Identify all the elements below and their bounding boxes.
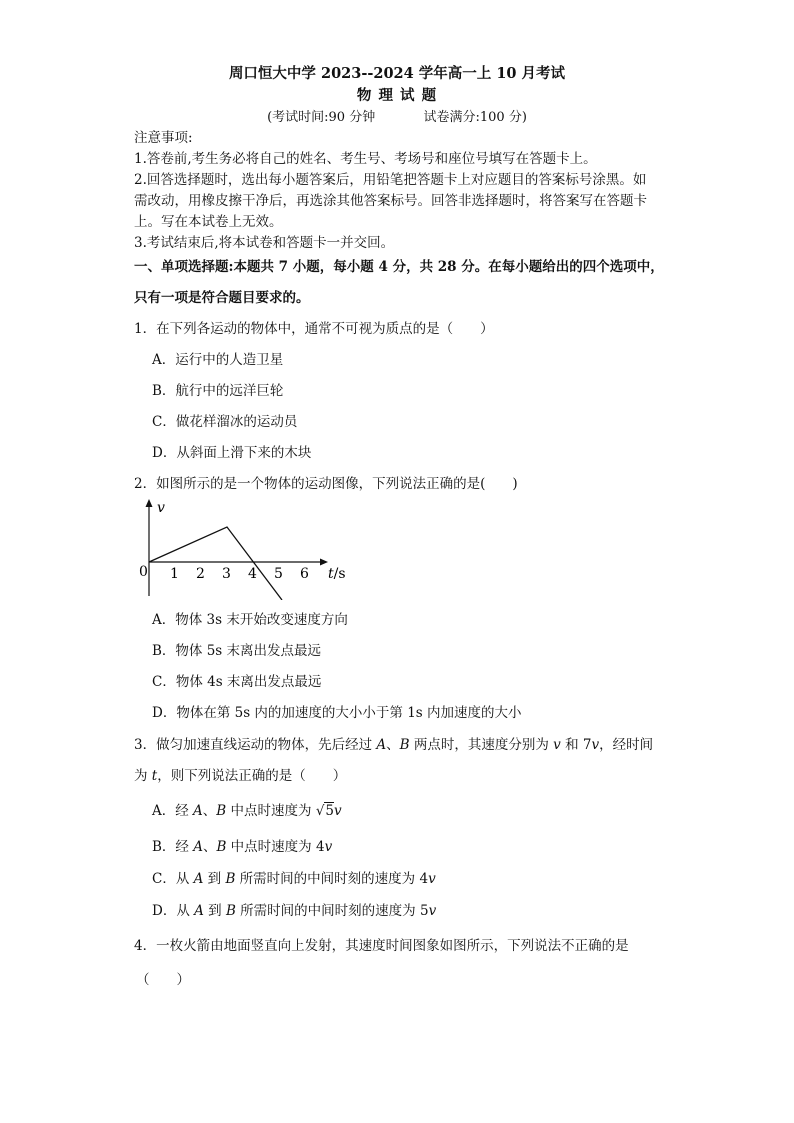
point-a: A [194, 903, 204, 919]
q3-stem-line-1 [134, 733, 653, 753]
var-v: v [428, 903, 437, 919]
point-a: A [193, 803, 203, 819]
q3-stem-text: ，经时间 [599, 737, 654, 753]
q3-stem-text: 和 7 [560, 737, 592, 753]
q3-stem-text: 3．做匀加速直线运动的物体，先后经过 [134, 737, 377, 753]
tick-label-2: 2 [196, 566, 205, 582]
sqrt-symbol: √5 [315, 803, 335, 819]
var-v: v [324, 839, 333, 855]
point-a: A [193, 871, 204, 887]
note-item-1: 1.答卷前,考生务必将自己的姓名、考生号、考场号和座位号填写在答题卡上。 [134, 151, 597, 167]
q1-option-a: A．运行中的人造卫星 [152, 352, 284, 368]
option-text: 所需时间的中间时刻的速度为 5 [235, 903, 429, 919]
tick-label-1: 1 [170, 566, 179, 582]
var-t: t [151, 768, 158, 784]
q3-stem-text: 为 [134, 768, 152, 784]
option-text: C．从 [152, 871, 194, 887]
q2-option-a: A．物体 3s 末开始改变速度方向 [152, 612, 348, 628]
q3-stem-text: 两点时，其速度分别为 [409, 737, 554, 753]
q2-stem: 2．如图所示的是一个物体的运动图像，下列说法正确的是( ) [134, 476, 518, 492]
option-text: 所需时间的中间时刻的速度为 4 [235, 871, 429, 887]
origin-label: 0 [139, 564, 148, 580]
q3-stem-text: ，则下列说法正确的是（ ） [157, 768, 347, 784]
tick-label-3: 3 [222, 566, 231, 582]
q2-option-c: C．物体 4s 末离出发点最远 [152, 674, 322, 690]
q1-option-b: B．航行中的远洋巨轮 [152, 383, 284, 399]
q4-answer-paren: （ ） [136, 972, 190, 988]
point-b: B [399, 737, 410, 753]
option-text: B．经 [152, 839, 194, 855]
notes-heading: 注意事项: [134, 130, 193, 146]
separator: 、 [202, 839, 217, 855]
q4-stem: 4．一枚火箭由地面竖直向上发射，其速度时间图象如图所示，下列说法不正确的是 [134, 938, 629, 954]
velocity-time-graph [128, 496, 358, 600]
var-v: v [553, 737, 561, 753]
exam-subject: 物 理 试 题 [356, 87, 438, 104]
option-text: A．经 [152, 803, 194, 819]
note-item-3: 3.考试结束后,将本试卷和答题卡一并交回。 [134, 235, 395, 251]
q3-option-b [152, 835, 332, 855]
note-item-2-line-3: 上。写在本试卷上无效。 [134, 214, 283, 230]
exam-title: 周口恒大中学 2023--2024 学年高一上 10 月考试 [228, 65, 566, 82]
x-axis-label [328, 566, 346, 582]
note-item-2-line-2: 需改动，用橡皮擦干净后，再选涂其他答案标号。回答非选择题时，将答案写在答题卡 [134, 193, 647, 209]
y-axis-arrow [146, 499, 153, 507]
q1-option-c: C．做花样溜冰的运动员 [152, 414, 298, 430]
separator: 、 [386, 737, 400, 753]
point-b: B [216, 803, 227, 819]
x-axis-unit: /s [333, 566, 346, 582]
var-v: v [334, 803, 342, 819]
option-text: 中点时速度为 4 [226, 839, 325, 855]
full-score: 试卷满分:100 分) [423, 110, 527, 125]
point-b: B [216, 839, 227, 855]
option-text: 中点时速度为 [226, 803, 316, 819]
q3-option-a [152, 799, 342, 819]
option-text: 到 [203, 903, 226, 919]
tick-label-4: 4 [248, 566, 257, 582]
point-b: B [225, 871, 236, 887]
y-axis-label: v [157, 500, 165, 516]
option-text: 到 [203, 871, 226, 887]
x-axis-arrow [320, 559, 328, 566]
tick-label-5: 5 [274, 566, 283, 582]
option-text: D．从 [152, 903, 195, 919]
separator: 、 [202, 803, 217, 819]
x-axis-var: t [328, 566, 334, 582]
section-1-heading-cont: 只有一项是符合题目要求的。 [134, 290, 310, 306]
q1-option-d: D．从斜面上滑下来的木块 [152, 445, 312, 461]
velocity-line [149, 527, 282, 600]
q1-stem: 1．在下列各运动的物体中，通常不可视为质点的是（ ） [134, 321, 494, 337]
q3-stem-line-2 [134, 764, 346, 784]
point-b: B [225, 903, 236, 919]
q3-option-c [152, 867, 436, 887]
point-a: A [376, 737, 387, 753]
q2-option-b: B．物体 5s 末离出发点最远 [152, 643, 322, 659]
tick-label-6: 6 [300, 566, 309, 582]
note-item-2-line-1: 2.回答选择题时，选出每小题答案后，用铅笔把答题卡上对应题目的答案标号涂黑。如 [134, 172, 647, 188]
q3-option-d [152, 899, 436, 919]
var-v: v [591, 737, 600, 753]
exam-time: (考试时间:90 分钟 [267, 110, 376, 125]
point-a: A [193, 839, 203, 855]
var-v: v [428, 871, 436, 887]
section-1-heading: 一、单项选择题:本题共 7 小题，每小题 4 分，共 28 分。在每小题给出的四个选项中， [134, 259, 664, 275]
sqrt-radicand: 5 [325, 803, 335, 819]
q2-option-d: D．物体在第 5s 内的加速度的大小小于第 1s 内加速度的大小 [152, 705, 522, 721]
exam-info [0, 106, 794, 125]
